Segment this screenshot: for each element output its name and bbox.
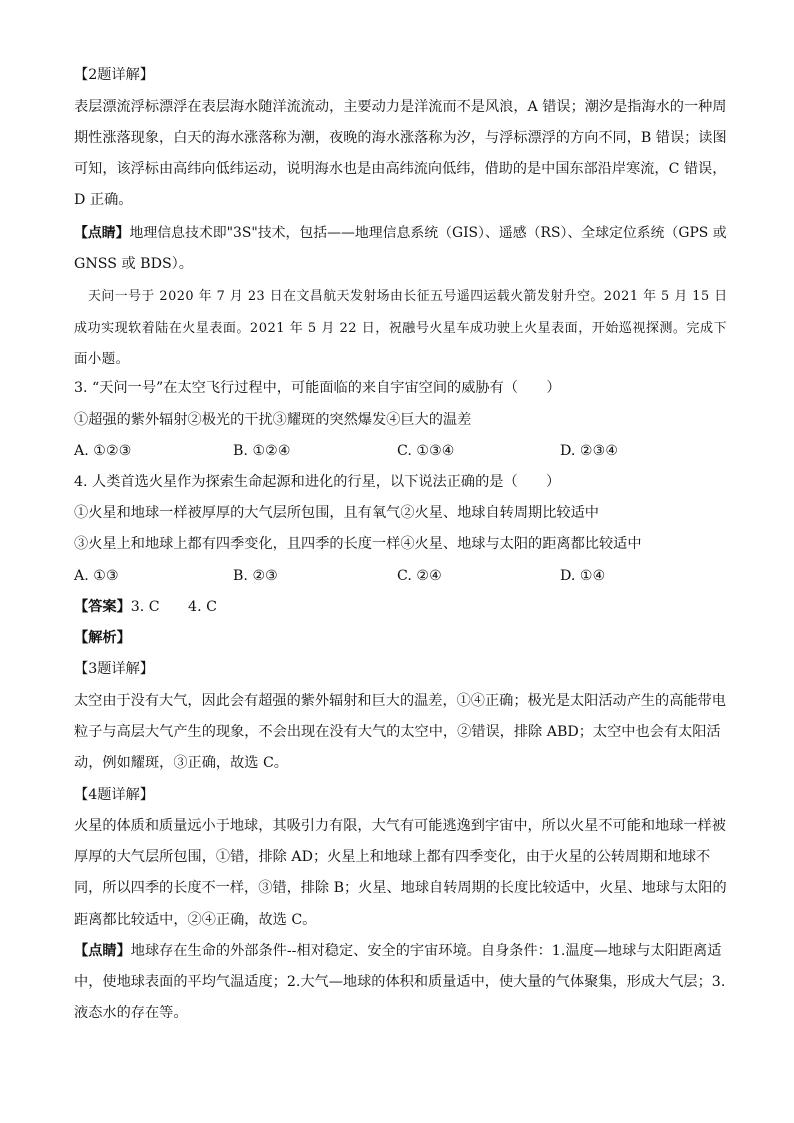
q2-detail-line-1: 表层漂流浮标漂浮在表层海水随洋流流动，主要动力是洋流而不是风浪，A 错误；潮汐是指海水的一种周 bbox=[74, 99, 727, 115]
q4-detail-heading: 【4题详解】 bbox=[74, 787, 154, 803]
material-line-1: 天问一号于 2020 年 7 月 23 日在文昌航天发射场由长征五号遥四运载火箭发射升空。2021 年 5 月 15 日 bbox=[88, 289, 728, 304]
q4-option-a: A. ①③ bbox=[74, 568, 119, 584]
tip1-label: 【点睛】 bbox=[74, 225, 130, 241]
q3-option-b: B. ①②④ bbox=[233, 443, 291, 459]
tip2-line-3: 液态水的存在等。 bbox=[74, 1005, 188, 1021]
material-line-3: 面小题。 bbox=[74, 352, 130, 367]
q4-detail-line-1: 火星的体质和质量远小于地球，其吸引力有限，大气有可能逃逸到宇宙中，所以火星不可能和地球一样被 bbox=[74, 818, 726, 834]
q3-stem: 3. “天问一号”在太空飞行过程中，可能面临的来自宇宙空间的威胁有（ ） bbox=[74, 380, 561, 396]
tip2-label: 【点睛】 bbox=[74, 943, 131, 959]
q4-stem: 4. 人类首选火星作为探索生命起源和进化的行星，以下说法正确的是（ ） bbox=[74, 474, 561, 490]
answer-text: 3. C 4. C bbox=[130, 599, 217, 615]
q2-detail-heading: 【2题详解】 bbox=[74, 67, 154, 83]
q3-option-a: A. ①②③ bbox=[74, 443, 132, 459]
q4-detail-line-2: 厚厚的大气层所包围，①错，排除 AD；火星上和地球上都有四季变化，由于火星的公转周期和地球不 bbox=[74, 849, 711, 865]
q3-items: ①超强的紫外辐射②极光的干扰③耀斑的突然爆发④巨大的温差 bbox=[74, 412, 472, 428]
q2-detail-line-2: 期性涨落现象，白天的海水涨落称为潮，夜晚的海水涨落称为汐，与浮标漂浮的方向不同，B 错误；读图 bbox=[74, 130, 727, 146]
q4-detail-line-4: 距离都比较适中，②④正确，故选 C。 bbox=[74, 912, 317, 928]
material-line-2: 成功实现软着陆在火星表面。2021 年 5 月 22 日，祝融号火星车成功驶上火星表面，开始巡视探测。完成下 bbox=[74, 321, 728, 336]
q2-detail-line-3: 可知，该浮标由高纬向低纬运动，说明海水也是由高纬流向低纬，借助的是中国东部沿岸寒流，C 错误， bbox=[74, 161, 727, 177]
analysis-label: 【解析】 bbox=[74, 630, 131, 646]
q4-option-b: B. ②③ bbox=[233, 568, 278, 584]
q3-detail-heading: 【3题详解】 bbox=[74, 661, 154, 677]
q3-option-d: D. ②③④ bbox=[560, 443, 619, 459]
q3-option-c: C. ①③④ bbox=[397, 443, 455, 459]
tip1-line-1: 【点睛】地理信息技术即"3S"技术，包括——地理信息系统（GIS）、遥感（RS）、全球定位系统（GPS 或 bbox=[74, 225, 727, 241]
q4-detail-line-3: 同，所以四季的长度不一样，③错，排除 B；火星、地球自转周期的长度比较适中，火星、地球与太阳的 bbox=[74, 880, 727, 896]
tip2-line-1: 【点睛】地球存在生命的外部条件--相对稳定、安全的宇宙环境。自身条件：1.温度—地球与太阳距离适 bbox=[74, 943, 722, 959]
q2-detail-line-4: D 正确。 bbox=[74, 192, 133, 208]
tip2-line-2: 中，使地球表面的平均气温适度；2.大气—地球的体积和质量适中，使大量的气体聚集，形成大气层；3. bbox=[74, 974, 726, 990]
q3-detail-line-1: 太空由于没有大气，因此会有超强的紫外辐射和巨大的温差，①④正确；极光是太阳活动产生的高能带电 bbox=[74, 693, 726, 709]
q3-detail-line-2: 粒子与高层大气产生的现象，不会出现在没有大气的太空中，②错误，排除 ABD；太空中也会有太阳活 bbox=[74, 724, 721, 740]
q4-items-line-2: ③火星上和地球上都有四季变化，且四季的长度一样④火星、地球与太阳的距离都比较适中 bbox=[74, 536, 642, 552]
answer-label: 【答案】 bbox=[74, 599, 131, 615]
answer-line bbox=[74, 598, 217, 617]
tip1-line-2: GNSS 或 BDS）。 bbox=[74, 256, 193, 272]
q4-option-d: D. ①④ bbox=[560, 568, 606, 584]
q4-items-line-1: ①火星和地球一样被厚厚的大气层所包围，且有氧气②火星、地球自转周期比较适中 bbox=[74, 505, 599, 521]
q3-detail-line-3: 动，例如耀斑，③正确，故选 C。 bbox=[74, 755, 288, 771]
q4-option-c: C. ②④ bbox=[397, 568, 442, 584]
